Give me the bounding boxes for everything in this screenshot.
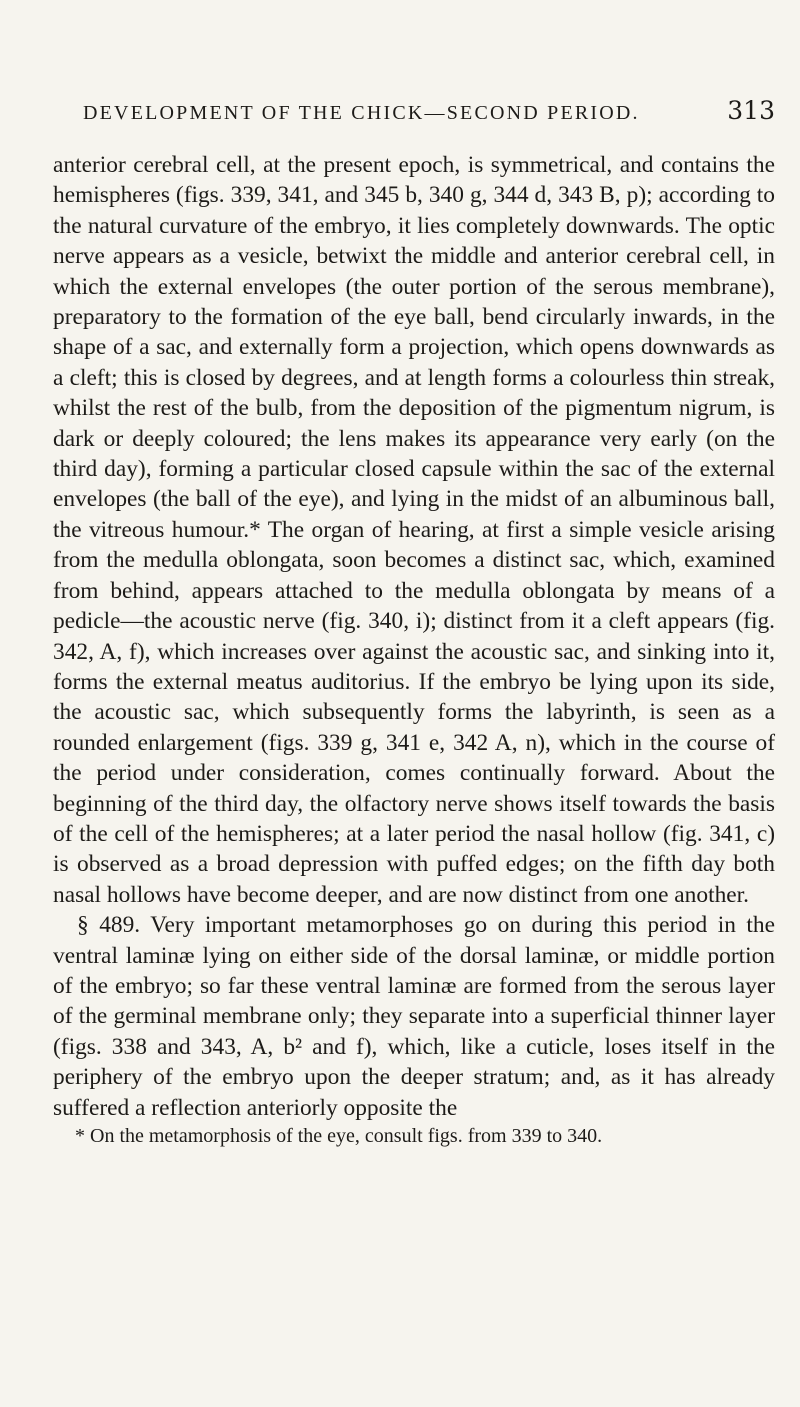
running-header: [83, 96, 775, 126]
book-page: [53, 96, 775, 1149]
paragraph: anterior cerebral cell, at the present epoch, is symmetrical, and contains the hemispheres (figs. 339, 341, and 345 b, 340 g, 344 d, 343 B, p); according to the natural curvature of the embryo, it lies completely downwards. The optic nerve appears as a vesicle, betwixt the middle and anterior cerebral cell, in which the external envelopes (the outer portion of the serous membrane), preparatory to the formation of the eye ball, bend circularly inwards, in the shape of a sac, and externally form a projection, which opens downwards as a cleft; this is closed by degrees, and at length forms a colourless thin streak, whilst the rest of the bulb, from the deposition of the pigmentum nigrum, is dark or deeply coloured; the lens makes its appearance very early (on the third day), forming a particular closed capsule within the sac of the external envelopes (the ball of the eye), and lying in the midst of an albuminous ball, the vitreous humour.* The organ of hearing, at first a simple vesicle arising from the medulla oblongata, soon becomes a distinct sac, which, examined from behind, appears attached to the medulla oblongata by means of a pedicle—the acoustic nerve (fig. 340, i); distinct from it a cleft appears (fig. 342, A, f), which increases over against the acoustic sac, and sinking into it, forms the external meatus auditorius. If the embryo be lying upon its side, the acoustic sac, which subsequently forms the labyrinth, is seen as a rounded enlargement (figs. 339 g, 341 e, 342 A, n), which in the course of the period under consideration, comes continually forward. About the beginning of the third day, the olfactory nerve shows itself towards the basis of the cell of the hemispheres; at a later period the nasal hollow (fig. 341, c) is observed as a broad depression with puffed edges; on the fifth day both nasal hollows have become deeper, and are now distinct from one another.: [53, 152, 775, 908]
page-number: 313: [727, 96, 775, 125]
running-title: DEVELOPMENT OF THE CHICK—SECOND PERIOD.: [83, 102, 640, 124]
body-text: [53, 150, 775, 1123]
paragraph: § 489. Very important metamorphoses go on during this period in the ventral laminæ lying on either side of the dorsal laminæ, or middle portion of the embryo; so far these ventral laminæ are formed from the serous layer of the germinal membrane only; they separate into a superficial thinner layer (figs. 338 and 343, A, b² and f), which, like a cuticle, loses itself in the periphery of the embryo upon the deeper stratum; and, as it has already suffered a reflection anteriorly opposite the: [53, 912, 775, 1121]
footnote: * On the metamorphosis of the eye, consult figs. from 339 to 340.: [75, 1125, 603, 1147]
